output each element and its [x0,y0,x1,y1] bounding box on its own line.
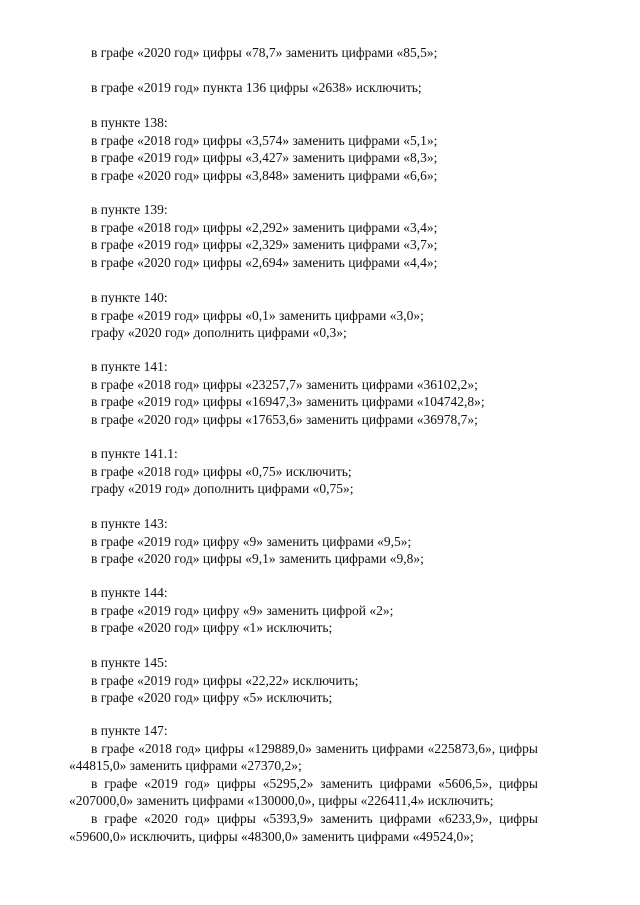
section-heading: в пункте 141: [91,359,168,374]
text-line-justified: в графе «2019 год» цифры «5295,2» заменить цифрами «5606,5», цифры [91,775,538,791]
text-line: в графе «2020 год» цифры «2,694» заменить цифрами «4,4»; [91,254,438,270]
text-line: в графе «2020 год» цифры «3,848» заменить цифрами «6,6»; [91,167,438,183]
text-line-justified: в графе «2020 год» цифры «5393,9» заменить цифрами «6233,9», цифры [91,810,538,826]
text-line: графу «2020 год» дополнить цифрами «0,3»; [91,325,347,341]
text-line: в графе «2020 год» цифры «78,7» заменить цифрами «85,5»; [91,45,438,60]
paragraph-point-143 [91,515,541,568]
text-line: в графе «2019 год» пункта 136 цифры «2638» исключить; [91,80,422,95]
paragraph-point-141 [91,358,541,428]
paragraph-point-141-1 [91,445,541,498]
section-heading: в пункте 147: [91,723,168,738]
text-line-continuation: «207000,0» заменить цифрами «130000,0», цифры «226411,4» исключить; [69,793,494,809]
paragraph-point-144 [91,584,541,637]
paragraph-point-140 [91,289,541,342]
text-line: в графе «2019 год» цифры «0,1» заменить цифрами «3,0»; [91,307,424,323]
section-heading: в пункте 141.1: [91,446,178,461]
text-line: в графе «2018 год» цифры «3,574» заменить цифрами «5,1»; [91,132,438,148]
text-line: в графе «2020 год» цифры «17653,6» заменить цифрами «36978,7»; [91,411,478,427]
text-line: в графе «2018 год» цифры «2,292» заменить цифрами «3,4»; [91,219,438,235]
paragraph-point-139 [91,201,541,271]
paragraph-point-138 [91,114,541,184]
text-line: в графе «2018 год» цифры «0,75» исключить; [91,463,352,479]
text-line: в графе «2019 год» цифры «3,427» заменить цифрами «8,3»; [91,150,438,166]
text-line: графу «2019 год» дополнить цифрами «0,75»; [91,481,354,497]
section-heading: в пункте 143: [91,516,168,531]
text-line: в графе «2018 год» цифры «23257,7» заменить цифрами «36102,2»; [91,376,478,392]
paragraph-point-145 [91,654,541,707]
text-line: в графе «2019 год» цифру «9» заменить цифрой «2»; [91,602,394,618]
text-line: в графе «2019 год» цифру «9» заменить цифрами «9,5»; [91,533,412,549]
text-line: в графе «2019 год» цифры «22,22» исключить; [91,672,359,688]
text-line: в графе «2020 год» цифру «1» исключить; [91,620,333,636]
section-heading: в пункте 139: [91,202,168,217]
text-line: в графе «2019 год» цифры «2,329» заменить цифрами «3,7»; [91,237,438,253]
text-line: в графе «2019 год» цифры «16947,3» заменить цифрами «104742,8»; [91,394,485,410]
paragraph-point-147 [69,722,538,845]
section-heading: в пункте 144: [91,585,168,600]
section-heading: в пункте 138: [91,115,168,130]
section-heading: в пункте 145: [91,655,168,670]
text-line-justified: в графе «2018 год» цифры «129889,0» заменить цифрами «225873,6», цифры [91,740,538,756]
paragraph-2020-graph [91,44,541,62]
text-line-continuation: «59600,0» исключить, цифры «48300,0» заменить цифрами «49524,0»; [69,828,474,844]
paragraph-point-136 [91,79,541,97]
text-line-continuation: «44815,0» заменить цифрами «27370,2»; [69,758,302,774]
text-line: в графе «2020 год» цифру «5» исключить; [91,690,333,706]
text-line: в графе «2020 год» цифры «9,1» заменить цифрами «9,8»; [91,551,424,567]
section-heading: в пункте 140: [91,290,168,305]
